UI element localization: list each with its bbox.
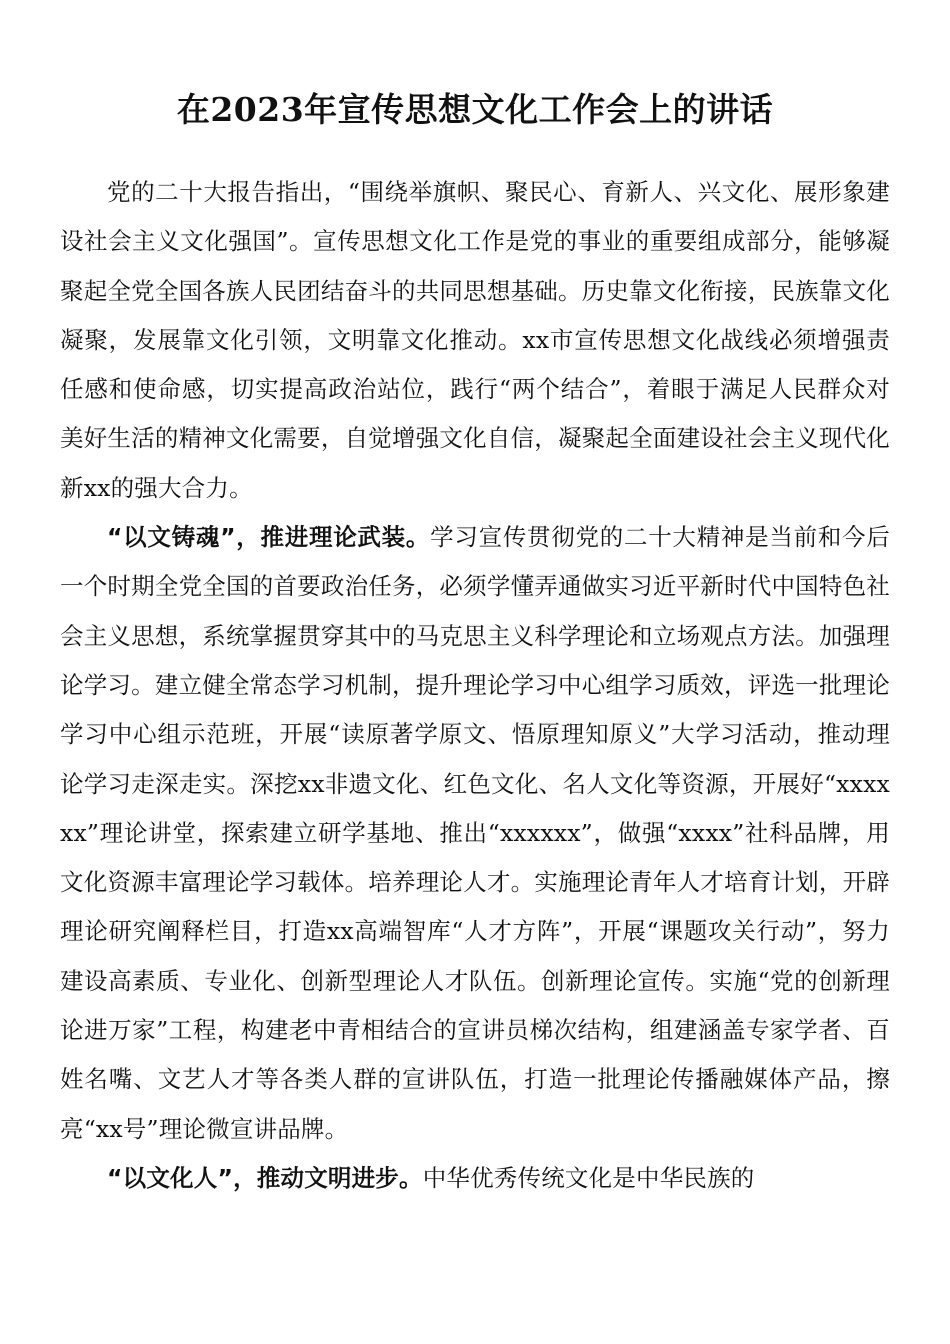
paragraph-lead: “以文化人”，推动文明进步。 xyxy=(107,1163,423,1192)
document-body xyxy=(60,168,890,1203)
paragraph-intro xyxy=(60,168,890,513)
paragraph-theory xyxy=(60,513,890,1154)
paragraph-text: 中华优秀传统文化是中华民族的 xyxy=(422,1163,755,1192)
paragraph-lead: “以文铸魂”，推进理论武装。 xyxy=(107,523,431,552)
paragraph-text: 学习宣传贯彻党的二十大精神是当前和今后一个时期全党全国的首要政治任务，必须学懂弄通做实习近平新时代中国特色社会主义思想，系统掌握贯穿其中的马克思主义科学理论和立场观点方法。加强理论学习。建立健全常态学习机制，提升理论学习中心组学习质效，评选一批理论学习中心组示范班，开展“读原著学原文、悟原理知原义”大学习活动，推动理论学习走深走实。深挖xx非遗文化、红色文化、名人文化等资源，开展好“xxxxxx”理论讲堂，探索建立研学基地、推出“xxxxxx”，做强“xxxx”社科品牌，用文化资源丰富理论学习载体。培养理论人才。实施理论青年人才培育计划，开辟理论研究阐释栏目，打造xx高端智库“人才方阵”，开展“课题攻关行动”，努力建设高素质、专业化、创新型理论人才队伍。创新理论宣传。实施“党的创新理论进万家”工程，构建老中青相结合的宣讲员梯次结构，组建涵盖专家学者、百姓名嘴、文艺人才等各类人群的宣讲队伍，打造一批理论传播融媒体产品，擦亮“xx号”理论微宣讲品牌。 xyxy=(60,523,890,1143)
paragraph-text: 党的二十大报告指出，“围绕举旗帜、聚民心、育新人、兴文化、展形象建设社会主义文化强国”。宣传思想文化工作是党的事业的重要组成部分，能够凝聚起全党全国各族人民团结奋斗的共同思想基础。历史靠文化衔接，民族靠文化凝聚，发展靠文化引领，文明靠文化推动。xx市宣传思想文化战线必须增强责任感和使命感，切实提高政治站位，践行“两个结合”，着眼于满足人民群众对美好生活的精神文化需要，自觉增强文化自信，凝聚起全面建设社会主义现代化新xx的强大合力。 xyxy=(60,178,890,502)
paragraph-civilization xyxy=(60,1154,890,1203)
document-title: 在2023年宣传思想文化工作会上的讲话 xyxy=(176,90,774,129)
